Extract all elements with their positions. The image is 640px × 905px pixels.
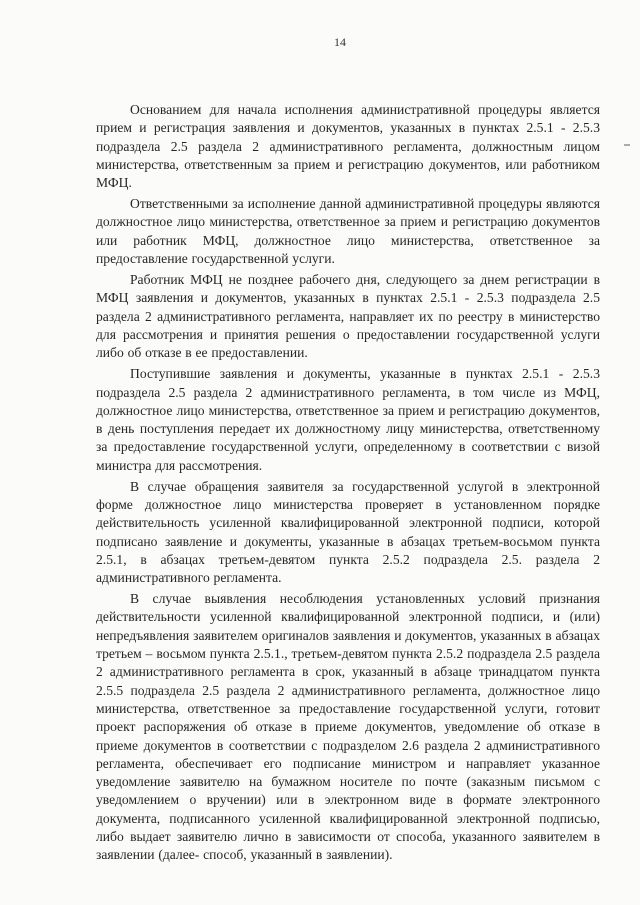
paragraph-basis: Основанием для начала исполнения административной процедуры является прием и регистрация заявления и документов, указанных в пунктах 2.5.1 - 2.5.3 подраздела 2.5 раздела 2 административного регламента, должностным лицом министерства, ответственным за прием и регистрацию документов, или работником МФЦ. bbox=[96, 102, 600, 191]
paragraph-refusal: В случае выявления несоблюдения установленных условий признания действительности усиленной квалифицированной электронной подписи, и (или) непредъявления заявителем оригиналов заявления и документов, указанных в абзацах третьем – восьмом пункта 2.5.1., третьем-девятом пункта 2.5.2 подраздела 2.5 раздела 2 административного регламента в срок, указанный в абзаце тринадцатом пункта 2.5.5 подраздела 2.5 раздела 2 административного регламента, должностное лицо министерства, ответственное за предоставление государственной услуги, готовит проект распоряжения об отказе в приеме документов, уведомление об отказе в приеме документов в соответствии с подразделом 2.6 раздела 2 административного регламента, обеспечивает его подписание министром и направляет указанное уведомление заявителю на бумажном носителе по почте (заказным письмом с уведомлением о вручении) или в электронном виде в формате электронного документа, подписанного усиленной квалифицированной электронной подписью, либо выдает заявителю лично в зависимости от способа, указанного заявителем в заявлении (далее- способ, указанный в заявлении). bbox=[96, 591, 600, 863]
document-body bbox=[96, 101, 600, 867]
page-number: 14 bbox=[334, 35, 346, 49]
paragraph-electronic-request: В случае обращения заявителя за государственной услугой в электронной форме должностное лицо министерства проверяет в установленном порядке действительность усиленной квалифицированной электронной подписи, которой подписано заявление и документы, указанные в абзацах третьем-восьмом пункта 2.5.1, в абзацах третьем-девятом пункта 2.5.2 подраздела 2.5. раздела 2 административного регламента. bbox=[96, 478, 600, 586]
margin-mark bbox=[624, 144, 630, 146]
paragraph-received-documents: Поступившие заявления и документы, указанные в пунктах 2.5.1 - 2.5.3 подраздела 2.5 раздела 2 административного регламента, в том числе из МФЦ, должностное лицо министерства, ответственное за прием и регистрацию документов, в день поступления передает их должностному лицу министерства, ответственному за предоставление государственной услуги, определенному в соответствии с визой министра для рассмотрения. bbox=[96, 366, 600, 473]
paragraph-mfc-worker: Работник МФЦ не позднее рабочего дня, следующего за днем регистрации в МФЦ заявления и документов, указанных в пунктах 2.5.1 - 2.5.3 подраздела 2.5 раздела 2 административного регламента, направляет их по реестру в министерство для рассмотрения и принятия решения о предоставлении государственной услуги либо об отказе в ее предоставлении. bbox=[96, 272, 600, 361]
paragraph-responsible: Ответственными за исполнение данной административной процедуры являются должностное лицо министерства, ответственное за прием и регистрацию документов или работник МФЦ, должностное лицо министерства, ответственное за предоставление государственной услуги. bbox=[96, 196, 600, 267]
